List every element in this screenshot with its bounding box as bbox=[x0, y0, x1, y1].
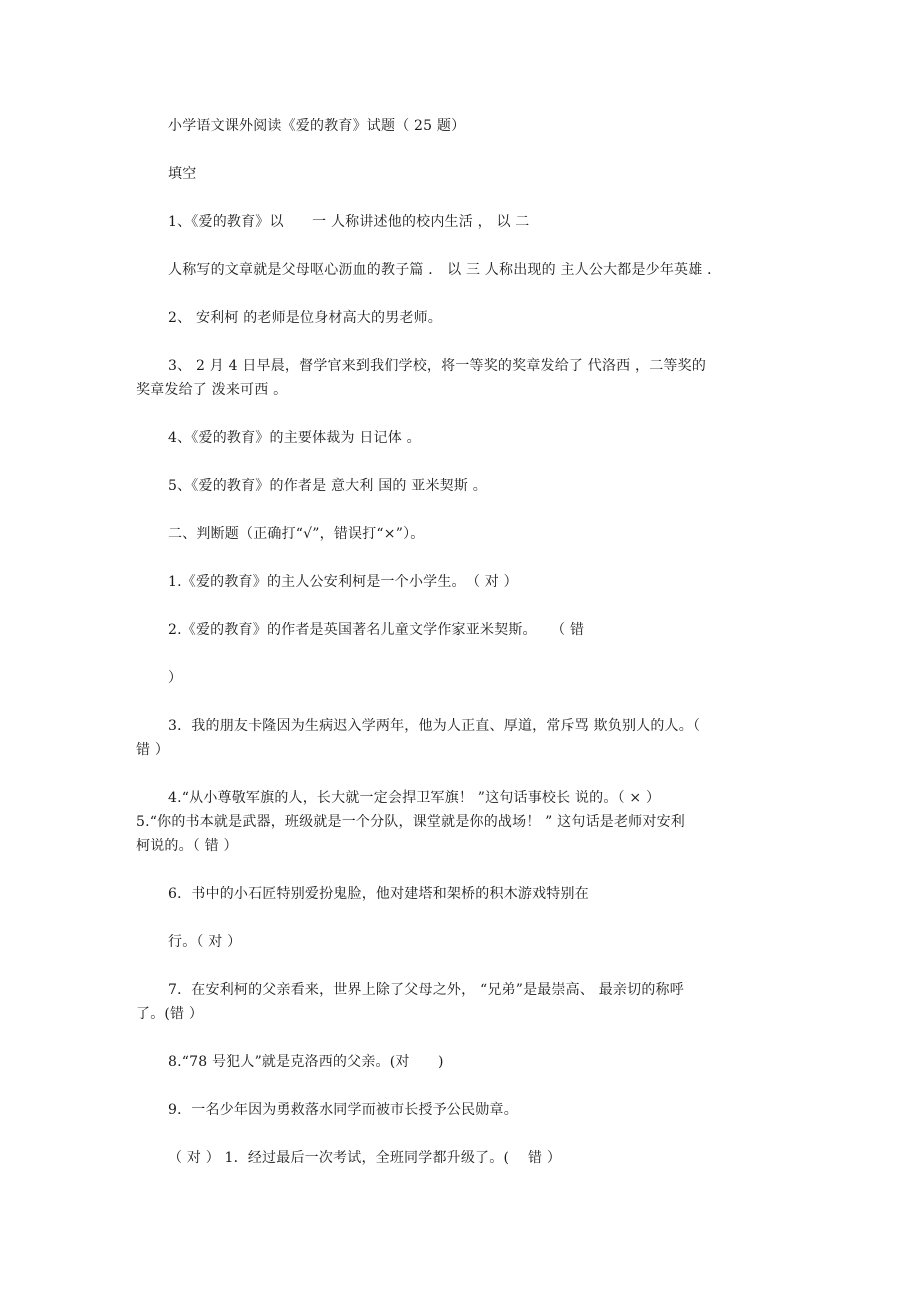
fill-question-4: 4、《爱的教育》的主要体裁为 日记体 。 bbox=[168, 430, 421, 446]
fill-question-2: 2、 安利柯 的老师是位身材高大的男老师。 bbox=[168, 310, 443, 326]
judge-question-9: 9．一名少年因为勇救落水同学而被市长授予公民勋章。 bbox=[168, 1102, 518, 1118]
judge-question-8: 8.“78 号犯人”就是克洛西的父亲。(对 ) bbox=[168, 1054, 444, 1070]
fill-question-3-cont: 奖章发给了 泼来可西 。 bbox=[136, 382, 288, 398]
fill-question-1-cont: 人称写的文章就是父母呕心沥血的教子篇 ． 以 三 人称出现的 主人公大都是少年英雄 ． bbox=[168, 262, 722, 278]
judge-question-6: 6．书中的小石匠特别爱扮鬼脸，他对建塔和架桥的积木游戏特别在 bbox=[168, 886, 589, 902]
judge-question-5-cont: 柯说的。（ 错 ） bbox=[136, 838, 238, 854]
fill-question-3: 3、 2 月 4 日早晨，督学官来到我们学校，将一等奖的奖章发给了 代洛西 ，二等奖的 bbox=[168, 358, 707, 374]
judge-question-7: 7．在安利柯的父亲看来，世界上除了父母之外， “兄弟”是最崇高、 最亲切的称呼 bbox=[168, 982, 684, 998]
section-heading-fill: 填空 bbox=[168, 166, 197, 182]
fill-question-5: 5、《爱的教育》的作者是 意大利 国的 亚米契斯 。 bbox=[168, 478, 487, 494]
judge-question-3: 3．我的朋友卡隆因为生病迟入学两年，他为人正直、厚道，常斥骂 欺负别人的人。（ bbox=[168, 718, 701, 734]
judge-question-3-cont: 错 ） bbox=[136, 742, 170, 758]
judge-question-7-cont: 了。(错 ） bbox=[136, 1006, 204, 1022]
judge-question-1: 1.《爱的教育》的主人公安利柯是一个小学生。 （ 对 ） bbox=[168, 574, 518, 590]
judge-question-9-answer: （ 对 ） 1．经过最后一次考试，全班同学都升级了。( 错 ） bbox=[168, 1150, 562, 1166]
judge-question-2: 2.《爱的教育》的作者是英国著名儿童文学作家亚米契斯。 （ 错 bbox=[168, 622, 585, 638]
fill-question-1: 1、《爱的教育》以 一 人称讲述他的校内生活 ， 以 二 bbox=[168, 214, 530, 230]
section-heading-judge: 二、判断题（正确打“√”，错误打“×”）。 bbox=[168, 526, 425, 542]
judge-question-4: 4.“从小尊敬军旗的人，长大就一定会捍卫军旗！ ”这句话事校长 说的。（ × ） bbox=[168, 790, 661, 806]
judge-question-5: 5.“你的书本就是武器，班级就是一个分队，课堂就是你的战场！ ” 这句话是老师对安利 bbox=[136, 814, 685, 830]
judge-question-6-cont: 行。（ 对 ） bbox=[168, 934, 242, 950]
document-title: 小学语文课外阅读《爱的教育》试题（ 25 题） bbox=[168, 118, 466, 134]
judge-question-2-cont: ） bbox=[168, 670, 183, 686]
